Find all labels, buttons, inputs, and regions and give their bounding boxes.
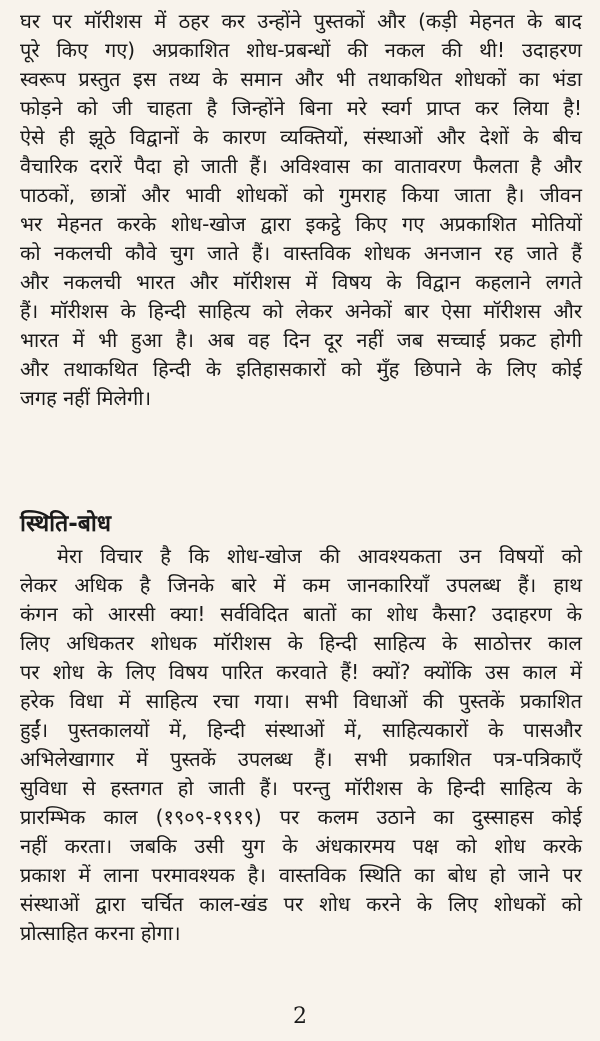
paragraph2-line-10: प्रारम्भिक काल (१९०९-१९१९) पर कलम उठाने का दुस्साहस कोई xyxy=(20,805,582,829)
paragraph1-line-3: स्वरूप प्रस्तुत इस तथ्य के समान और भी तथाकथित शोधकों का भंडा xyxy=(20,67,582,91)
paragraph1-line-5: ऐसे ही झूठे विद्वानों के कारण व्यक्तियों, संस्थाओं और देशों के बीच xyxy=(20,125,582,149)
paragraph1-line-1: घर पर मॉरीशस में ठहर कर उन्होंने पुस्तकों और (कड़ी मेहनत के बाद xyxy=(20,9,582,33)
paragraph2-line-5: पर शोध के लिए विषय पारित करवाते हैं! क्यों? क्योंकि उस काल में xyxy=(20,660,582,684)
paragraph1-line-9: को नकलची कौवे चुग जाते हैं। वास्तविक शोधक अनजान रह जाते हैं xyxy=(20,241,582,265)
paragraph2-line-8: अभिलेखागार में पुस्तकें उपलब्ध हैं। सभी प्रकाशित पत्र-पत्रिकाएँ xyxy=(20,747,582,771)
paragraph1-line-11: हैं। मॉरीशस के हिन्दी साहित्य को लेकर अनेकों बार ऐसा मॉरीशस और xyxy=(20,299,582,323)
paragraph2-line-2: लेकर अधिक है जिनके बारे में कम जानकारियाँ उपलब्ध हैं। हाथ xyxy=(20,573,582,597)
paragraph2-line-9: सुविधा से हस्तगत हो जाती हैं। परन्तु मॉरीशस के हिन्दी साहित्य के xyxy=(20,776,582,800)
paragraph1-line-8: भर मेहनत करके शोध-खोज द्वारा इकट्ठे किए गए अप्रकाशित मोतियों xyxy=(20,212,582,236)
paragraph2-line-1: मेरा विचार है कि शोध-खोज की आवश्यकता उन विषयों को xyxy=(57,544,582,568)
paragraph1-line-6: वैचारिक दरारें पैदा हो जाती हैं। अविश्वास का वातावरण फैलता है और xyxy=(20,154,582,178)
paragraph1-line-12: भारत में भी हुआ है। अब वह दिन दूर नहीं जब सच्चाई प्रकट होगी xyxy=(20,328,582,352)
paragraph2-line-14: प्रोत्साहित करना होगा। xyxy=(20,921,181,945)
paragraph2-line-6: हरेक विधा में साहित्य रचा गया। सभी विधाओं की पुस्तकें प्रकाशित xyxy=(20,689,582,713)
paragraph2-line-4: लिए अधिकतर शोधक मॉरीशस के हिन्दी साहित्य के साठोत्तर काल xyxy=(20,631,582,655)
paragraph1-line-10: और नकलची भारत और मॉरीशस में विषय के विद्वान कहलाने लगते xyxy=(20,270,582,294)
paragraph2-line-12: प्रकाश में लाना परमावश्यक है। वास्तविक स्थिति का बोध हो जाने पर xyxy=(20,863,582,887)
paragraph2-line-11: नहीं करता। जबकि उसी युग के अंधकारमय पक्ष को शोध करके xyxy=(20,834,582,858)
paragraph2-line-13: संस्थाओं द्वारा चर्चित काल-खंड पर शोध करने के लिए शोधकों को xyxy=(20,892,582,916)
paragraph1-line-2: पूरे किए गए) अप्रकाशित शोध-प्रबन्धों की नकल की थी! उदाहरण xyxy=(20,38,582,62)
paragraph1-line-7: पाठकों, छात्रों और भावी शोधकों को गुमराह किया जाता है। जीवन xyxy=(20,183,582,207)
section-heading: स्थिति-बोध xyxy=(20,511,111,537)
paragraph1-line-4: फोड़ने को जी चाहता है जिन्होंने बिना मरे स्वर्ग प्राप्त कर लिया है! xyxy=(20,96,582,120)
paragraph1-line-14: जगह नहीं मिलेगी। xyxy=(20,386,152,410)
paragraph1-line-13: और तथाकथित हिन्दी के इतिहासकारों को मुँह छिपाने के लिए कोई xyxy=(20,357,582,381)
paragraph2-line-3: कंगन को आरसी क्या! सर्वविदित बातों का शोध कैसा? उदाहरण के xyxy=(20,602,582,626)
page-number: 2 xyxy=(293,1004,307,1029)
paragraph2-line-7: हुईं। पुस्तकालयों में, हिन्दी संस्थाओं में, साहित्यकारों के पासऔर xyxy=(20,718,582,742)
